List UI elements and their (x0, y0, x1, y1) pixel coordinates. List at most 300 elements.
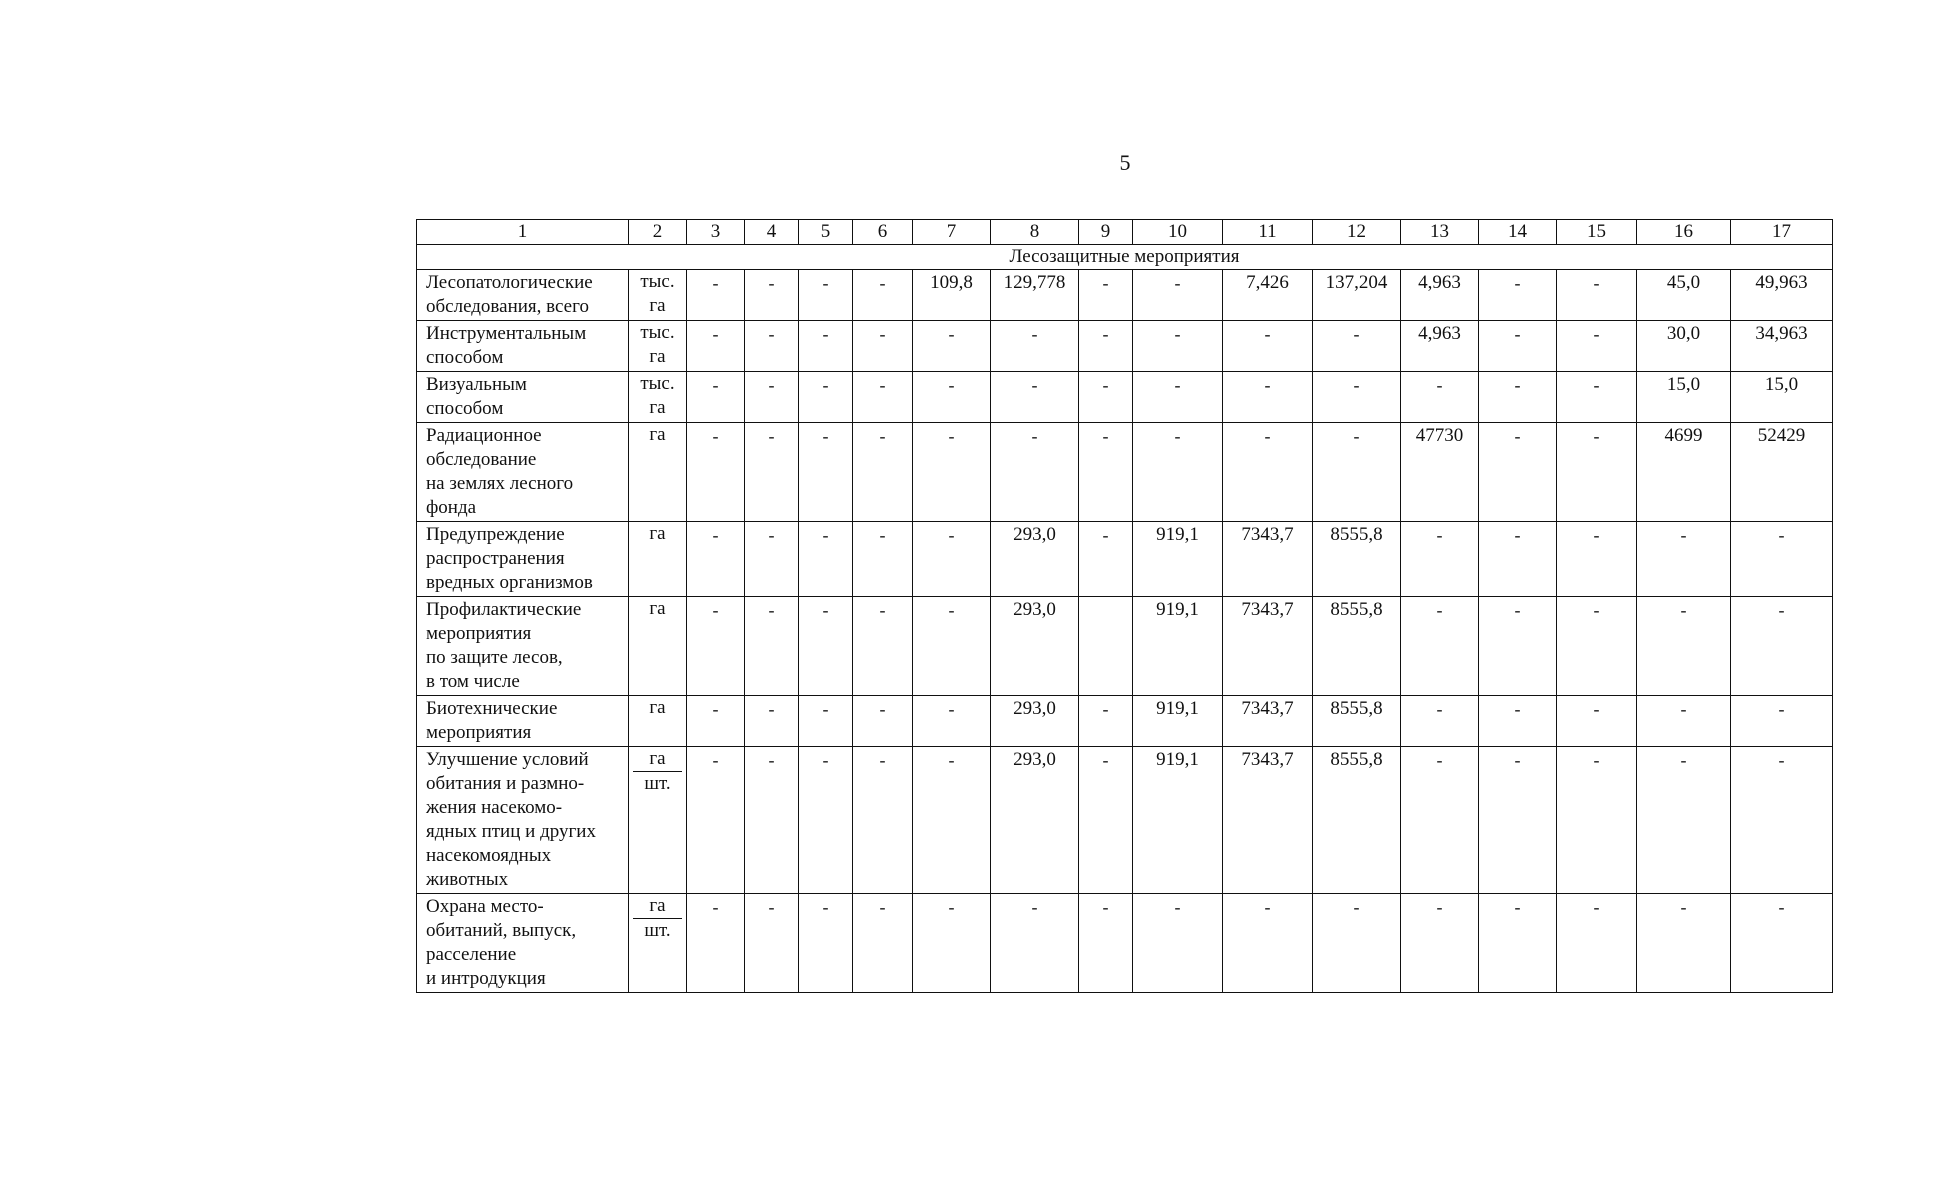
row-name-line: ядных птиц и других (426, 821, 596, 842)
value-cell (1079, 321, 1133, 372)
value-text: - (1436, 375, 1443, 395)
row-unit-line: га (649, 397, 666, 418)
value-cell (1479, 696, 1557, 747)
row-name-line: способом (426, 398, 504, 419)
value-text: - (712, 426, 719, 446)
value-cell (799, 321, 853, 372)
value-text: - (1680, 699, 1687, 719)
row-name-line: Визуальным (426, 374, 527, 395)
value-text: - (712, 699, 719, 719)
column-number-cell: 1 (417, 220, 629, 245)
value-cell (799, 270, 853, 321)
value-cell (799, 522, 853, 597)
value-text: - (879, 324, 886, 344)
value-text: 919,1 (1156, 698, 1199, 719)
value-text: - (1514, 426, 1521, 446)
value-cell (799, 597, 853, 696)
row-name-line: обитаний, выпуск, (426, 920, 577, 941)
value-text: - (1031, 426, 1038, 446)
value-text: 7343,7 (1241, 599, 1294, 620)
value-cell (1731, 372, 1833, 423)
value-text: - (948, 897, 955, 917)
value-text: - (1436, 750, 1443, 770)
value-text: 919,1 (1156, 749, 1199, 770)
row-unit (629, 321, 687, 372)
value-text: 15,0 (1764, 374, 1799, 395)
value-text: - (1174, 426, 1181, 446)
row-unit (629, 423, 687, 522)
table-body (417, 220, 1833, 993)
row-name-line: насекомоядных (426, 845, 552, 866)
table-row (417, 522, 1833, 597)
value-cell (1133, 696, 1223, 747)
value-cell (745, 696, 799, 747)
value-text: - (1031, 897, 1038, 917)
value-cell (1637, 894, 1731, 993)
value-cell (1401, 597, 1479, 696)
value-cell (913, 747, 991, 894)
value-text: - (1436, 699, 1443, 719)
value-text: - (1593, 750, 1600, 770)
row-name (417, 696, 629, 747)
value-cell (1637, 372, 1731, 423)
value-cell (799, 372, 853, 423)
row-name-line: способом (426, 347, 504, 368)
value-text: 8555,8 (1330, 599, 1383, 620)
row-unit (629, 597, 687, 696)
column-number-cell: 8 (991, 220, 1079, 245)
value-cell (991, 423, 1079, 522)
value-text: - (822, 324, 829, 344)
value-cell (1401, 894, 1479, 993)
value-cell (1637, 747, 1731, 894)
column-number-cell: 15 (1557, 220, 1637, 245)
value-text: - (1264, 897, 1271, 917)
value-text: - (1264, 426, 1271, 446)
value-cell (1313, 522, 1401, 597)
value-text: - (712, 324, 719, 344)
value-text: - (1102, 324, 1109, 344)
column-number-cell: 12 (1313, 220, 1401, 245)
value-text: 15,0 (1666, 374, 1701, 395)
value-cell (1313, 372, 1401, 423)
value-cell (913, 522, 991, 597)
value-cell (687, 372, 745, 423)
row-name-line: Профилактические (426, 599, 582, 620)
value-cell (1637, 696, 1731, 747)
value-text: 8555,8 (1330, 524, 1383, 545)
value-cell (1223, 372, 1313, 423)
value-text: - (1436, 525, 1443, 545)
value-cell (1637, 522, 1731, 597)
value-text: - (1031, 324, 1038, 344)
value-text: - (1102, 375, 1109, 395)
table-row (417, 597, 1833, 696)
value-cell (1557, 321, 1637, 372)
value-cell (1223, 423, 1313, 522)
table-row (417, 321, 1833, 372)
row-unit (629, 894, 687, 993)
value-cell (1313, 597, 1401, 696)
value-cell (1133, 270, 1223, 321)
column-number-cell: 7 (913, 220, 991, 245)
value-text: - (1593, 525, 1600, 545)
row-unit-line: га (649, 295, 666, 316)
value-cell (687, 894, 745, 993)
value-cell (1401, 423, 1479, 522)
value-cell (913, 597, 991, 696)
row-unit-line: га (649, 697, 666, 718)
value-cell (1079, 894, 1133, 993)
value-cell (687, 321, 745, 372)
row-unit-line: га (649, 346, 666, 367)
row-name-line: расселение (426, 944, 517, 965)
row-name-line: обитания и размно- (426, 773, 585, 794)
value-cell (1479, 597, 1557, 696)
value-cell (745, 423, 799, 522)
value-text: - (1102, 525, 1109, 545)
value-cell (1557, 696, 1637, 747)
value-cell (1557, 597, 1637, 696)
row-name-line: обследования, всего (426, 296, 589, 317)
table-row (417, 372, 1833, 423)
row-name-line: на землях лесного (426, 473, 574, 494)
value-cell (687, 270, 745, 321)
value-cell (1731, 597, 1833, 696)
value-cell (1313, 747, 1401, 894)
value-text: - (948, 750, 955, 770)
value-text: - (1102, 699, 1109, 719)
value-text: - (822, 897, 829, 917)
value-cell (1133, 321, 1223, 372)
value-cell (1223, 696, 1313, 747)
value-cell (799, 894, 853, 993)
value-cell (745, 597, 799, 696)
value-text: - (1514, 525, 1521, 545)
value-text: 52429 (1757, 425, 1806, 446)
value-text: - (768, 699, 775, 719)
section-title: Лесозащитные мероприятия (417, 245, 1833, 270)
column-number-cell: 16 (1637, 220, 1731, 245)
value-cell (1731, 321, 1833, 372)
value-cell (1557, 747, 1637, 894)
value-text: 47730 (1415, 425, 1464, 446)
value-cell (745, 270, 799, 321)
value-cell (1133, 597, 1223, 696)
table-row (417, 894, 1833, 993)
value-text: - (1680, 525, 1687, 545)
value-text: - (1593, 426, 1600, 446)
value-text: - (1102, 750, 1109, 770)
value-cell (853, 321, 913, 372)
value-cell (853, 423, 913, 522)
value-cell (991, 747, 1079, 894)
value-text: - (712, 750, 719, 770)
value-cell (1223, 597, 1313, 696)
value-text: - (768, 273, 775, 293)
value-cell (1479, 747, 1557, 894)
value-cell (1401, 270, 1479, 321)
column-number-cell: 17 (1731, 220, 1833, 245)
value-cell (1401, 696, 1479, 747)
value-text: 293,0 (1013, 698, 1056, 719)
value-text: 919,1 (1156, 524, 1199, 545)
value-text: - (712, 375, 719, 395)
value-cell (1133, 423, 1223, 522)
value-cell (1223, 522, 1313, 597)
value-text: - (1353, 324, 1360, 344)
column-number-cell: 10 (1133, 220, 1223, 245)
data-table (416, 219, 1833, 993)
value-cell (1637, 597, 1731, 696)
value-text: - (822, 273, 829, 293)
value-text: - (879, 273, 886, 293)
value-text: - (1593, 699, 1600, 719)
value-text: - (1102, 897, 1109, 917)
value-cell (1223, 270, 1313, 321)
value-cell (1401, 321, 1479, 372)
value-text: 293,0 (1013, 599, 1056, 620)
row-name-line: Инструментальным (426, 323, 587, 344)
value-cell (1133, 894, 1223, 993)
value-cell (745, 321, 799, 372)
value-text: - (1264, 375, 1271, 395)
row-name-line: распространения (426, 548, 565, 569)
column-number-cell: 6 (853, 220, 913, 245)
column-number-cell: 14 (1479, 220, 1557, 245)
value-cell (1133, 372, 1223, 423)
value-cell (1637, 321, 1731, 372)
value-text: - (1514, 324, 1521, 344)
row-name-line: фонда (426, 497, 477, 518)
value-cell (853, 894, 913, 993)
row-name (417, 423, 629, 522)
row-unit-line: шт. (644, 773, 671, 794)
row-unit-line: тыс. (640, 322, 675, 343)
value-cell (687, 423, 745, 522)
column-number-row (417, 220, 1833, 245)
value-cell (745, 747, 799, 894)
value-text: - (822, 426, 829, 446)
value-text: - (768, 600, 775, 620)
row-name-line: Лесопатологические (426, 272, 593, 293)
value-text: 7,426 (1246, 272, 1289, 293)
section-row (417, 245, 1833, 270)
value-text: - (768, 375, 775, 395)
value-cell (1731, 696, 1833, 747)
value-text: - (948, 525, 955, 545)
value-text: - (1593, 324, 1600, 344)
value-text: - (1514, 897, 1521, 917)
value-text: 7343,7 (1241, 524, 1294, 545)
value-cell (1313, 894, 1401, 993)
row-name-line: мероприятия (426, 722, 532, 743)
row-name (417, 372, 629, 423)
value-cell (1079, 522, 1133, 597)
value-text: - (768, 525, 775, 545)
value-text: - (822, 525, 829, 545)
value-cell (1401, 522, 1479, 597)
value-text: - (1593, 897, 1600, 917)
value-text: 4699 (1664, 425, 1703, 446)
value-text: - (1680, 897, 1687, 917)
value-cell (991, 321, 1079, 372)
value-text: - (1102, 273, 1109, 293)
value-text: - (1514, 750, 1521, 770)
row-name (417, 747, 629, 894)
row-name-line: Охрана место- (426, 896, 544, 917)
value-text: - (1680, 750, 1687, 770)
value-cell (913, 423, 991, 522)
value-text: - (1353, 897, 1360, 917)
value-cell (745, 894, 799, 993)
value-cell (1133, 747, 1223, 894)
value-cell (1223, 894, 1313, 993)
value-text: - (948, 324, 955, 344)
value-text: 8555,8 (1330, 749, 1383, 770)
value-cell (1313, 696, 1401, 747)
value-text: - (1174, 375, 1181, 395)
value-cell (853, 522, 913, 597)
value-text: 4,963 (1418, 323, 1461, 344)
value-cell (913, 696, 991, 747)
value-text: 4,963 (1418, 272, 1461, 293)
row-unit-line: га (649, 598, 666, 619)
value-cell (913, 372, 991, 423)
column-number-cell: 2 (629, 220, 687, 245)
value-cell (853, 696, 913, 747)
row-unit (629, 696, 687, 747)
value-cell (853, 597, 913, 696)
value-text: - (768, 324, 775, 344)
value-cell (1479, 423, 1557, 522)
value-text: 7343,7 (1241, 698, 1294, 719)
row-name-line: в том числе (426, 671, 520, 692)
value-cell (1557, 270, 1637, 321)
value-cell (1479, 321, 1557, 372)
value-cell (991, 270, 1079, 321)
column-number-cell: 13 (1401, 220, 1479, 245)
value-text: - (948, 600, 955, 620)
value-text: - (1680, 600, 1687, 620)
row-unit-line: тыс. (640, 373, 675, 394)
value-cell (1313, 423, 1401, 522)
value-text: - (768, 426, 775, 446)
value-cell (1079, 747, 1133, 894)
row-unit (629, 747, 687, 894)
value-text: - (948, 375, 955, 395)
value-cell (1731, 747, 1833, 894)
value-text: - (1353, 426, 1360, 446)
row-unit (629, 270, 687, 321)
value-cell (853, 747, 913, 894)
value-text: - (1174, 897, 1181, 917)
row-unit-line: га (649, 424, 666, 445)
row-unit-line: га (649, 523, 666, 544)
value-text: - (1031, 375, 1038, 395)
value-text: - (822, 375, 829, 395)
value-text: - (879, 375, 886, 395)
value-text: - (1264, 324, 1271, 344)
value-cell (991, 894, 1079, 993)
value-text: - (879, 426, 886, 446)
value-text: - (948, 426, 955, 446)
value-cell (1479, 894, 1557, 993)
row-name-line: вредных организмов (426, 572, 593, 593)
row-unit-line: га (633, 747, 682, 772)
value-text: - (822, 600, 829, 620)
value-text: 129,778 (1003, 272, 1066, 293)
row-name-line: Улучшение условий (426, 749, 589, 770)
row-unit (629, 372, 687, 423)
value-text: - (1593, 375, 1600, 395)
value-cell (687, 597, 745, 696)
value-cell (853, 270, 913, 321)
value-cell (1079, 696, 1133, 747)
value-cell (991, 696, 1079, 747)
value-cell (991, 597, 1079, 696)
value-cell (1557, 372, 1637, 423)
value-cell (1401, 372, 1479, 423)
value-cell (1557, 522, 1637, 597)
row-name-line: Биотехнические (426, 698, 558, 719)
value-cell (1313, 321, 1401, 372)
value-cell (799, 423, 853, 522)
value-text: - (879, 897, 886, 917)
value-text: 7343,7 (1241, 749, 1294, 770)
column-number-cell: 5 (799, 220, 853, 245)
value-cell (799, 747, 853, 894)
row-name-line: мероприятия (426, 623, 532, 644)
table-row (417, 696, 1833, 747)
value-text: - (822, 699, 829, 719)
value-cell (687, 747, 745, 894)
value-text: 45,0 (1666, 272, 1701, 293)
value-text: - (1514, 699, 1521, 719)
value-text: - (1778, 600, 1785, 620)
value-cell (913, 321, 991, 372)
value-text: - (712, 600, 719, 620)
row-unit-line: шт. (644, 920, 671, 941)
value-text: - (1778, 699, 1785, 719)
value-text: 30,0 (1666, 323, 1701, 344)
value-cell (799, 696, 853, 747)
row-name-line: Радиационное (426, 425, 542, 446)
column-number-cell: 9 (1079, 220, 1133, 245)
value-cell (1731, 270, 1833, 321)
row-unit-line: га (633, 894, 682, 919)
value-cell (745, 522, 799, 597)
value-cell (1223, 321, 1313, 372)
value-text: 293,0 (1013, 749, 1056, 770)
row-name-line: Предупреждение (426, 524, 565, 545)
value-cell (1731, 894, 1833, 993)
value-cell (853, 372, 913, 423)
row-name (417, 894, 629, 993)
value-text: - (1102, 426, 1109, 446)
value-text: - (1514, 273, 1521, 293)
row-name-line: жения насекомо- (426, 797, 563, 818)
value-cell (687, 522, 745, 597)
value-cell (1731, 522, 1833, 597)
value-cell (1637, 270, 1731, 321)
value-cell (1637, 423, 1731, 522)
value-cell (991, 372, 1079, 423)
value-cell (1479, 372, 1557, 423)
value-text: - (1778, 750, 1785, 770)
row-name-line: и интродукция (426, 968, 546, 989)
value-cell (745, 372, 799, 423)
